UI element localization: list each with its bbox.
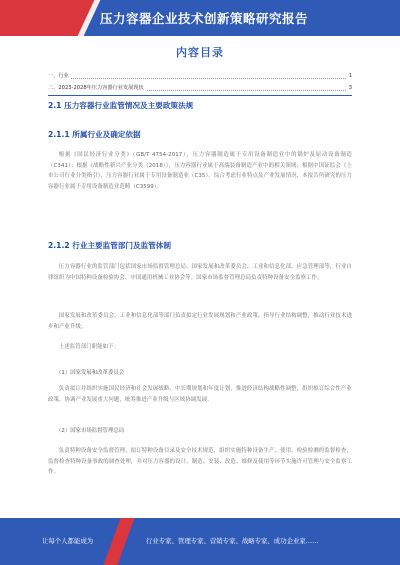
toc-entry-text: 二、2023-2028年压力容器行业发展现状 xyxy=(48,85,144,91)
body-paragraph: 根据《国民经济行业分类》（GB/T 4754-2017），压力容器制造属于专用设备制造业中的锅炉及原动设备制造（C341）；根据《战略性新兴产业分类（2018）》，压力容器行业属于高端装备制造产业中的相关领域；根据中国证监会《上市公司行业分类指引》，压力容器行业属于专用设备制造业（C35）。综合考虑行业特点及产业发展情况，本报告所研究的压力容器行业属于专用设备制造业范畴（C3599）。 xyxy=(48,152,352,190)
list-subheading: （2）国家市场监督管理总局 xyxy=(56,428,125,434)
section-divider xyxy=(48,95,352,96)
subsection-heading: 2.1.1 所属行业及确定依据 xyxy=(48,130,141,139)
toc-leader-dots xyxy=(48,78,346,79)
subsection-heading: 2.1.2 行业主要监管部门及监管体制 xyxy=(48,241,171,250)
list-subheading: （1）国家发展和改革委员会 xyxy=(56,370,125,376)
body-paragraph: 国家发展和改革委员会、工业和信息化部等部门负责拟定行业发展规划和产业政策，指导行业结构调整，推动行业技术进步和产业升级。 xyxy=(48,313,352,330)
section-heading: 2.1 压力容器行业监管情况及主要政策法规 xyxy=(48,101,194,110)
report-header xyxy=(0,0,400,36)
report-title: 压力容器企业技术创新策略研究报告 xyxy=(100,11,309,26)
toc-title: 内容目录 xyxy=(176,46,224,59)
footer-red-stripe xyxy=(103,518,134,565)
toc-entry[interactable] xyxy=(48,72,352,81)
toc-entry[interactable] xyxy=(48,84,352,93)
toc-entry-page: 1 xyxy=(348,73,352,79)
body-paragraph: 负责特种设备安全监督管理，拟订特种设备目录及安全技术规范，组织实施特种设备生产、使用、检验检测的监督检查，监督检查特种设备事故的调查处理，并对压力容器的设计、制造、安装、改造、维修及使用等环节实施许可管理与安全监察工作。 xyxy=(48,448,352,475)
toc-entry-page: 3 xyxy=(348,85,352,91)
toc-entry-text: 一、行业 xyxy=(48,73,69,79)
body-paragraph: 上述监管部门职能如下： xyxy=(58,344,120,350)
report-footer xyxy=(0,518,400,565)
body-paragraph: 压力容器行业的监管部门包括国家市场监督管理总局、国家发展和改革委员会、工业和信息化部、应急管理部等，行业自律组织为中国特种设备检验协会、中国通用机械工业协会等。国家市场监督管理总局负责特种设备安全监察工作。 xyxy=(48,264,352,281)
footer-slogan-right: 行业专家、管理专家、营销专家、战略专家、成功企业家…… xyxy=(146,537,319,545)
footer-slogan-left: 让每个人都能成为 xyxy=(42,537,94,545)
body-paragraph: 负责拟订并组织实施国民经济和社会发展战略、中长期规划和年度计划，推进经济结构战略性调整，组织拟订综合性产业政策，协调产业发展重大问题，统筹推进产业升级与区域协调发展。 xyxy=(48,386,352,403)
